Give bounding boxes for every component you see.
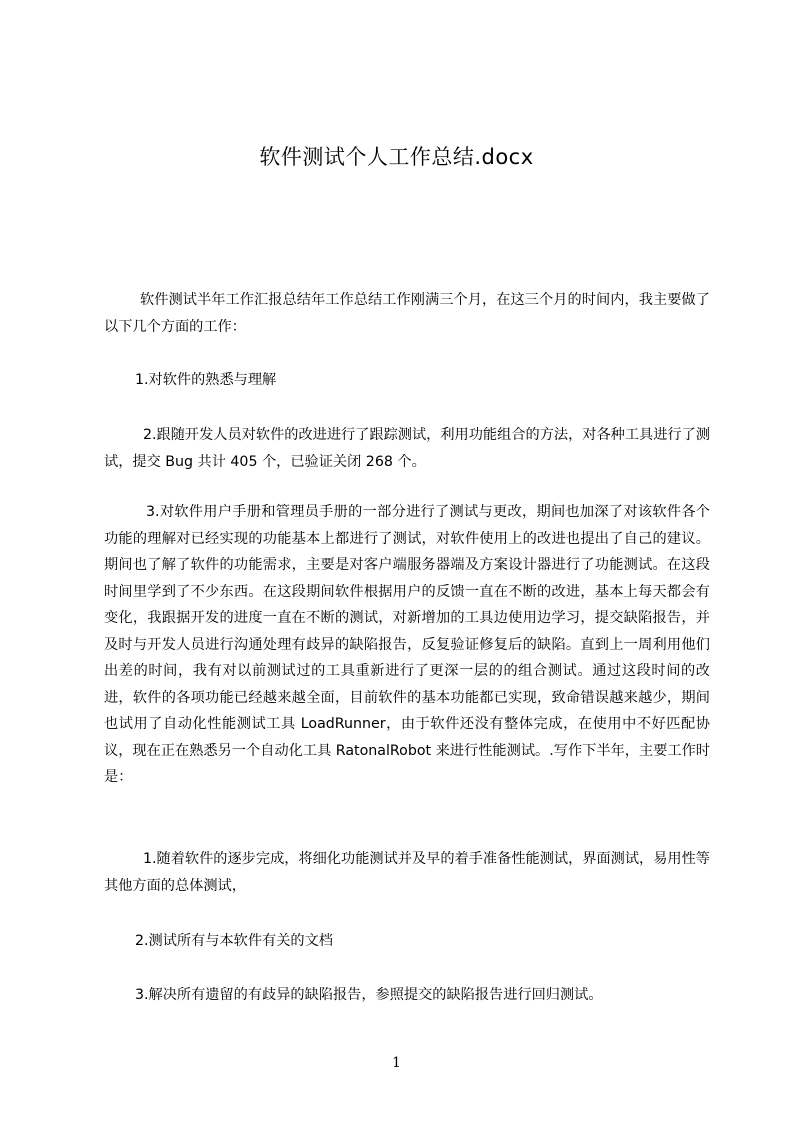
plan-paragraph-3: 3.解决所有遗留的有歧异的缺陷报告，参照提交的缺陷报告进行回归测试。 bbox=[135, 987, 603, 1003]
plan-paragraph-2: 2.测试所有与本软件有关的文档 bbox=[135, 933, 333, 949]
item-paragraph-1: 1.对软件的熟悉与理解 bbox=[135, 372, 277, 388]
plan-paragraph-1: 1.随着软件的逐步完成，将细化功能测试并及早的着手准备性能测试，界面测试，易用性等其他方面的总体测试， bbox=[104, 851, 710, 894]
document-title: 软件测试个人工作总结.docx bbox=[259, 145, 534, 169]
item-paragraph-2: 2.跟随开发人员对软件的改进进行了跟踪测试，利用功能组合的方法，对各种工具进行了测试，提交 Bug 共计 405 个，已验证关闭 268 个。 bbox=[104, 427, 710, 470]
intro-paragraph: 软件测试半年工作汇报总结年工作总结工作刚满三个月，在这三个月的时间内，我主要做了以下几个方面的工作： bbox=[104, 292, 710, 335]
item-paragraph-3: 3.对软件用户手册和管理员手册的一部分进行了测试与更改，期间也加深了对该软件各个功能的理解对已经实现的功能基本上都进行了测试，对软件使用上的改进也提出了自己的建议。期间也了解了软件的功能需求，主要是对客户端服务器端及方案设计器进行了功能测试。在这段时间里学到了不少东西。在这段期间软件根据用户的反馈一直在不断的改进，基本上每天都会有变化，我跟据开发的进度一直在不断的测试，对新增加的工具边使用边学习，提交缺陷报告，并及时与开发人员进行沟通处理有歧异的缺陷报告，反复验证修复后的缺陷。直到上一周利用他们出差的时间，我有对以前测试过的工具重新进行了更深一层的的组合测试。通过这段时间的改进，软件的各项功能已经越来越全面，目前软件的基本功能都已实现，致命错误越来越少，期间也试用了自动化性能测试工具 LoadRunner，由于软件还没有整体完成，在使用中不好匹配协议，现在正在熟悉另一个自动化工具 RatonalRobot 来进行性能测试。.写作下半年，主要工作时是： bbox=[104, 504, 710, 785]
page-number: 1 bbox=[392, 1055, 401, 1071]
